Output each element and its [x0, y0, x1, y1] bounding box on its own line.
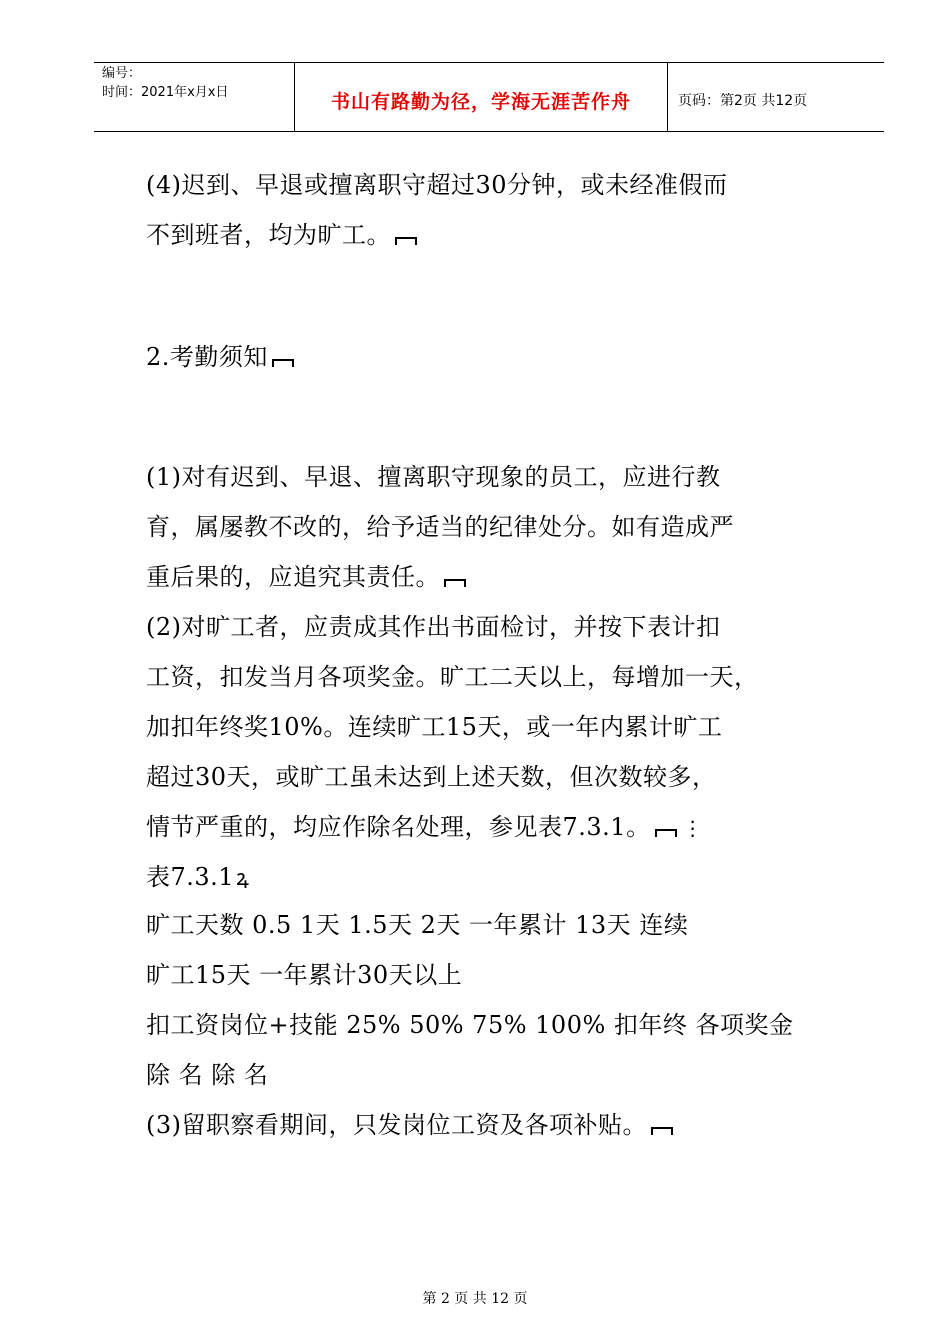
anchor-swirl-icon: ꝝ — [236, 866, 250, 891]
header-page-info: 页码：第2页 共12页 — [678, 93, 808, 109]
paragraph-line — [146, 562, 466, 592]
text: (1)对有迟到、早退、擅离职守现象的员工，应进行教 — [146, 463, 721, 491]
paragraph-line — [146, 170, 728, 200]
text: 不到班者，均为旷工。 — [146, 221, 391, 249]
text: 工资，扣发当月各项奖金。旷工二天以上，每增加一天， — [146, 663, 759, 691]
paragraph-line — [146, 462, 721, 492]
paragraph-mark-icon — [444, 579, 466, 587]
table-caption — [146, 862, 249, 894]
text: 除 名 除 名 — [146, 1061, 269, 1089]
header-page-cell — [668, 63, 884, 131]
paragraph-line — [146, 712, 722, 742]
paragraph-line — [146, 220, 417, 250]
table-row-text — [146, 1060, 268, 1090]
text: 超过30天，或旷工虽未达到上述天数，但次数较多， — [146, 763, 717, 791]
text: (3)留职察看期间，只发岗位工资及各项补贴。 — [146, 1111, 647, 1139]
text: 重后果的，应追究其责任。 — [146, 563, 440, 591]
paragraph-line — [146, 512, 734, 542]
text: 加扣年终奖10%。连续旷工15天，或一年内累计旷工 — [146, 713, 723, 741]
paragraph-mark-icon — [651, 1127, 673, 1135]
text: (2)对旷工者，应责成其作出书面检讨，并按下表计扣 — [146, 613, 721, 641]
page-footer: 第 2 页 共 12 页 — [422, 1291, 528, 1307]
paragraph-line — [146, 662, 759, 692]
text: 2.考勤须知 — [146, 343, 268, 371]
document-header — [94, 62, 884, 132]
paragraph-line — [146, 612, 721, 642]
text: 扣工资岗位+技能 25% 50% 75% 100% 扣年终 各项奖金 — [146, 1011, 794, 1039]
paragraph-line — [146, 812, 703, 843]
paragraph-line — [146, 762, 717, 792]
text: 旷工15天 一年累计30天以上 — [146, 961, 463, 989]
text: 表7.3.1 — [146, 863, 235, 891]
paragraph-line — [146, 1110, 673, 1140]
text: 旷工天数 0.5 1天 1.5天 2天 一年累计 13天 连续 — [146, 911, 689, 939]
section-title — [146, 342, 294, 372]
paragraph-mark-icon — [655, 829, 677, 837]
text: (4)迟到、早退或擅离职守超过30分钟，或未经准假而 — [146, 171, 728, 199]
text: 情节严重的，均应作除名处理，参见表7.3.1。 — [146, 813, 651, 841]
ellipsis-icon: ⋮ — [682, 816, 704, 840]
table-row-text — [146, 1010, 794, 1040]
header-motto: 书山有路勤为径，学海无涯苦作舟 — [330, 91, 631, 113]
document-number-label: 编号： — [102, 66, 142, 81]
paragraph-mark-icon — [395, 237, 417, 245]
text: 育，属屡教不改的，给予适当的纪律处分。如有造成严 — [146, 513, 734, 541]
header-meta-cell — [94, 63, 295, 131]
table-row-text — [146, 910, 688, 940]
table-row-text — [146, 960, 462, 990]
paragraph-mark-icon — [272, 359, 294, 367]
document-time-label: 时间：2021年x月x日 — [102, 85, 229, 100]
header-motto-cell — [295, 63, 668, 131]
